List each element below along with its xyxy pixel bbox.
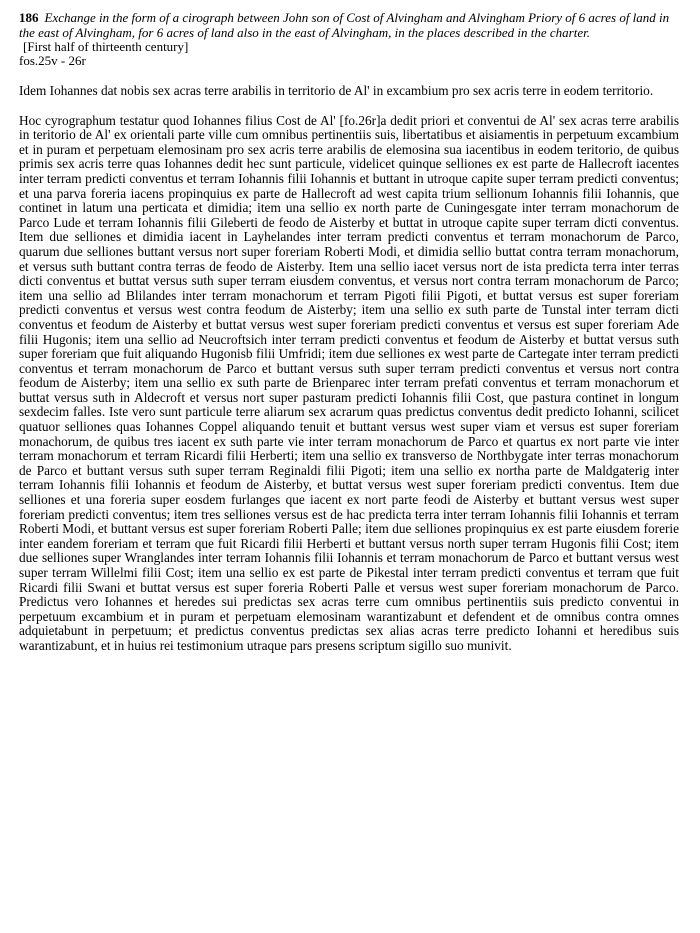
entry-summary: Exchange in the form of a cirograph between John son of Cost of Alvingham and Alvingham Priory of 6 acres of land in the east of Alvingham, for 6 acres of land also in the east of Alvingham, in the places described in the charter. [19, 10, 670, 40]
entry-number: 186 [19, 10, 39, 25]
entry-header [19, 10, 679, 40]
paragraph-charter-text: Hoc cyrographum testatur quod Iohannes filius Cost de Al' [fo.26r]a dedit priori et conventui de Al' sex acras terre arabilis in teritorio de Al' ex orientali parte ville cum omnibus pertinentiis suis, libertatibus et aisiamentis in perpetuum excambium et in puram et perpetuam elemosinam pro sex acris terre arabilis de elemosina sua iacentibus in eodem teritorio, de quibus primis sex acris terre quas Iohannes dedit hec sunt particule, videlicet quinque selliones ex est parte de Hallecroft iacentes inter terram predicti conventus et terram Iohannis filii Iohannis et buttant in utroque capite super terram predicti conventus; et una parva foreria iacens propinquius ex parte de Hallecroft ad west capita trium sellionum Iohannis filii Iohannis, que continet in latum una perticata et dimidia; item una sellio ex north parte de Cuningesgate inter terram monachorum de Parco Lude et terram Iohannis filii Gileberti de feodo de Aisterby et buttat in utroque capite super terram dicti conventus. Item due selliones et dimidia iacent in Layhelandes inter terram predicti conventus et terram monachorum de Parco, quarum due selliones buttant versus nort super foreriam Roberti Modi, et dimidia sellio buttat contra terram monachorum, et versus suth buttant contra terras de feodo de Aisterby. Item una sellio iacet versus nort de ista predicta terra inter terras dicti conventus et buttat versus suth super terram eiusdem conventus, et versus nort contra terram monachorum de Parco; item una sellio ad Blilandes inter terram monachorum et terram Pigoti filii Pigoti, et buttat versus est super foreriam predicti conventus et versus west contra feodum de Aisterby; item una sellio ex suth parte de Tunstal inter terram dicti conventus et feodum de Aisterby et buttat versus west super foreriam predicti conventus et versus est super foreriam Ade filii Hugonis; item una sellio ad Neucroftsich inter terram predicti conventus et feodum de Aisterby et buttat versus suth super foreriam que fuit aliquando Hugonisb filii Umfridi; item due selliones ex west parte de Cartegate inter terram predicti conventus et terram monachorum de Parco et buttant versus suth super terram predicti conventus et versus nort contra feodum de Aisterby; item una sellio ex suth parte de Brienparec inter terram prefati conventus et terram monachorum et buttat versus suth in Aldecroft et versus nort super pasturam predicti Iohannis filii Cost, que pastura continet in longum sexdecim falles. Iste vero sunt particule terre aliarum sex acrarum quas predictus conventus dedit predicto Iohanni, scilicet quatuor selliones quas Iohannes Coppel aliquando tenuit et buttant versus west super viam et versus est super foreriam monachorum, de quibus tres iacent ex suth parte vie inter terram monachorum de Parco et quartus ex nort parte vie inter terram monachorum et terram Ricardi filii Herberti; item una sellio ex transverso de Northbygate inter terras monachorum de Parco et buttant versus suth super terram Reginaldi filii Pigoti; item una sellio ex northa parte de Maldgaterig inter terram Iohannis filii Iohannis et feodum de Aisterby, et buttat versus west super foreriam predicti conventus. Item due selliones et una foreria super eosdem furlanges que iacent ex nort parte feodi de Aisterby et buttant versus west super foreriam predicti conventus; item tres selliones versus est de hac predicta terra inter terram Iohannis filii Iohannis et terram Roberti Modi, et buttant versus est super foreriam Roberti Palle; item due selliones propinquius ex est parte eiusdem forerie inter eandem foreriam et terram que fuit Ricardi filii Herberti et buttant versus north super terram Hugonis filii Cost; item due selliones super Wranglandes inter terram Iohannis filii Iohannis et terram monachorum de Parco et buttant versus west super terram Willelmi filii Cost; item una sellio ex est parte de Pikestal inter terram predicti conventus et terram que fuit Ricardi filii Swani et buttat versus est super foreria Roberti Palle et versus west super foreriam monachorum de Parco. Predictus vero Iohannes et heredes sui predictas sex acras terre cum omnibus pertinentiis suis predicto conventui in perpetuum excambium et in puram et perpetuam elemosinam warantizabunt et defendent et de omnibus contra omnes adquietabunt in perpetuum; et predictus conventus predictas sex alias acras terre predicto Iohanni et heredibus suis warantizabunt, et in huius rei testimonium utraque pars presens scriptum sigillo suo munivit. [19, 112, 679, 653]
entry-folios: fos.25v - 26r [19, 53, 86, 68]
entry-date: [First half of thirteenth century] [23, 39, 189, 54]
paragraph-summary: Idem Iohannes dat nobis sex acras terre arabilis in territorio de Al' in excambium pro sex acris terre in eodem territorio. [19, 83, 654, 98]
